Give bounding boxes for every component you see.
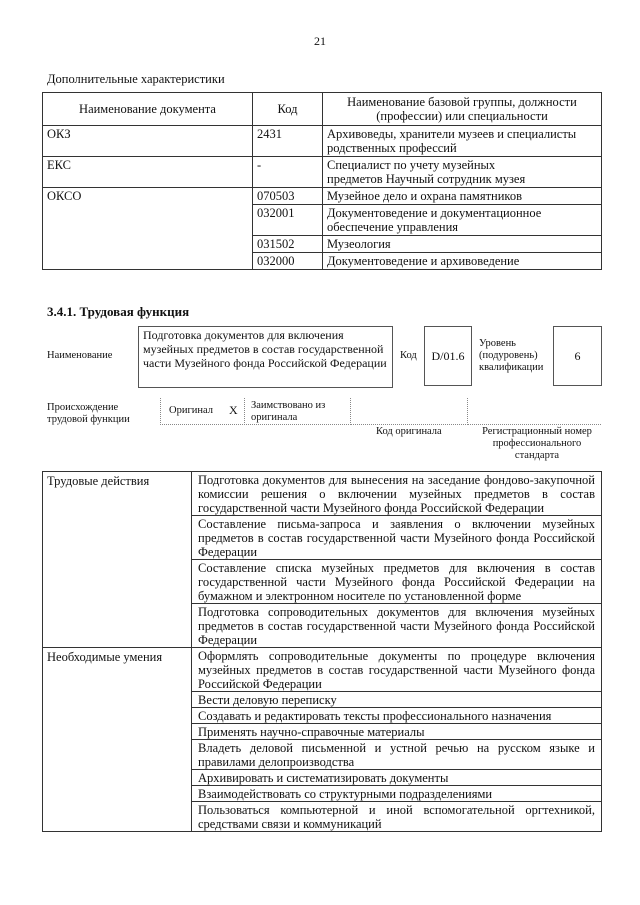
- code-original-label: Код оригинала: [376, 426, 442, 437]
- skill-item: Владеть деловой письменной и устной речью на русском языке и правилами делопроизводства: [192, 740, 602, 770]
- name-cell: Документоведение и архивоведение: [323, 253, 602, 270]
- action-item: Составление письма-запроса и заявления о включении музейных предметов в состав государственной части Музейного фонда Российской Федерации: [192, 516, 602, 560]
- code-cell: 032000: [253, 253, 323, 270]
- table-row: [43, 126, 602, 157]
- header-code: Код: [253, 93, 323, 126]
- table-header-row: [43, 93, 602, 126]
- name-cell: Музейное дело и охрана памятников: [323, 188, 602, 205]
- name-cell: Музеология: [323, 236, 602, 253]
- code-original-box: [350, 398, 466, 425]
- additional-characteristics-heading: Дополнительные характеристики: [47, 72, 225, 86]
- skills-label: Необходимые умения: [43, 648, 192, 832]
- code-label: Код: [400, 350, 417, 361]
- header-group-name: Наименование базовой группы, должности (профессии) или специальности: [323, 93, 602, 126]
- actions-label: Трудовые действия: [43, 472, 192, 648]
- table-row: [43, 472, 602, 516]
- table-row: [43, 157, 602, 188]
- section-title: 3.4.1. Трудовая функция: [47, 304, 190, 319]
- skill-item: Архивировать и систематизировать документы: [192, 770, 602, 786]
- code-cell: -: [253, 157, 323, 188]
- page-number: 21: [314, 34, 326, 48]
- code-cell: 2431: [253, 126, 323, 157]
- reg-number-label: Регистрационный номер профессионального стандарта: [482, 426, 592, 461]
- table-row: [43, 188, 602, 205]
- doc-cell: ОКЗ: [43, 126, 253, 157]
- skill-item: Вести деловую переписку: [192, 692, 602, 708]
- action-item: Подготовка сопроводительных документов для включения музейных предметов в состав государственной части Музейного фонда Российской Федерации: [192, 604, 602, 648]
- reg-number-box: [467, 398, 601, 425]
- doc-cell: ЕКС: [43, 157, 253, 188]
- code-cell: 031502: [253, 236, 323, 253]
- name-cell: Документоведение и документационное обеспечение управления: [323, 205, 602, 236]
- doc-cell: ОКСО: [43, 188, 253, 270]
- borrowed-label: Заимствовано из оригинала: [251, 400, 326, 423]
- name-cell: Специалист по учету музейных предметов Научный сотрудник музея: [323, 157, 602, 188]
- qualification-level-box: 6: [553, 326, 602, 386]
- skill-item: Создавать и редактировать тексты профессионального назначения: [192, 708, 602, 724]
- table-row: [43, 648, 602, 692]
- origin-label: Происхождение трудовой функции: [47, 402, 130, 425]
- original-mark: X: [229, 403, 238, 417]
- additional-characteristics-table: [42, 92, 602, 270]
- code-cell: 032001: [253, 205, 323, 236]
- name-cell: Архивоведы, хранители музеев и специалисты родственных профессий: [323, 126, 602, 157]
- header-doc-name: Наименование документа: [43, 93, 253, 126]
- code-cell: 070503: [253, 188, 323, 205]
- skill-item: Применять научно-справочные материалы: [192, 724, 602, 740]
- skill-item: Оформлять сопроводительные документы по процедуре включения музейных предметов в состав государственной части Музейного фонда Российской Федерации: [192, 648, 602, 692]
- original-cell: [160, 398, 243, 425]
- borrowed-cell: [244, 398, 349, 425]
- name-label: Наименование: [47, 350, 113, 361]
- work-function-table: [42, 471, 602, 832]
- function-code-box: D/01.6: [424, 326, 472, 386]
- action-item: Подготовка документов для вынесения на заседание фондово-закупочной комиссии решения о включении музейных предметов в состав государственной части Музейного фонда Российской Федерации: [192, 472, 602, 516]
- skill-item: Взаимодействовать со структурными подразделениями: [192, 786, 602, 802]
- skill-item: Пользоваться компьютерной и иной вспомогательной оргтехникой, средствами связи и коммуникаций: [192, 802, 602, 832]
- function-name-box: Подготовка документов для включения музейных предметов в состав государственной части Музейного фонда Российской Федерации: [138, 326, 393, 388]
- action-item: Составление списка музейных предметов для включения в состав государственной части Музейного фонда Российской Федерации на бумажном и электронном носителе по установленной форме: [192, 560, 602, 604]
- original-label: Оригинал: [169, 405, 213, 416]
- qualification-level-label: Уровень (подуровень) квалификации: [479, 338, 544, 373]
